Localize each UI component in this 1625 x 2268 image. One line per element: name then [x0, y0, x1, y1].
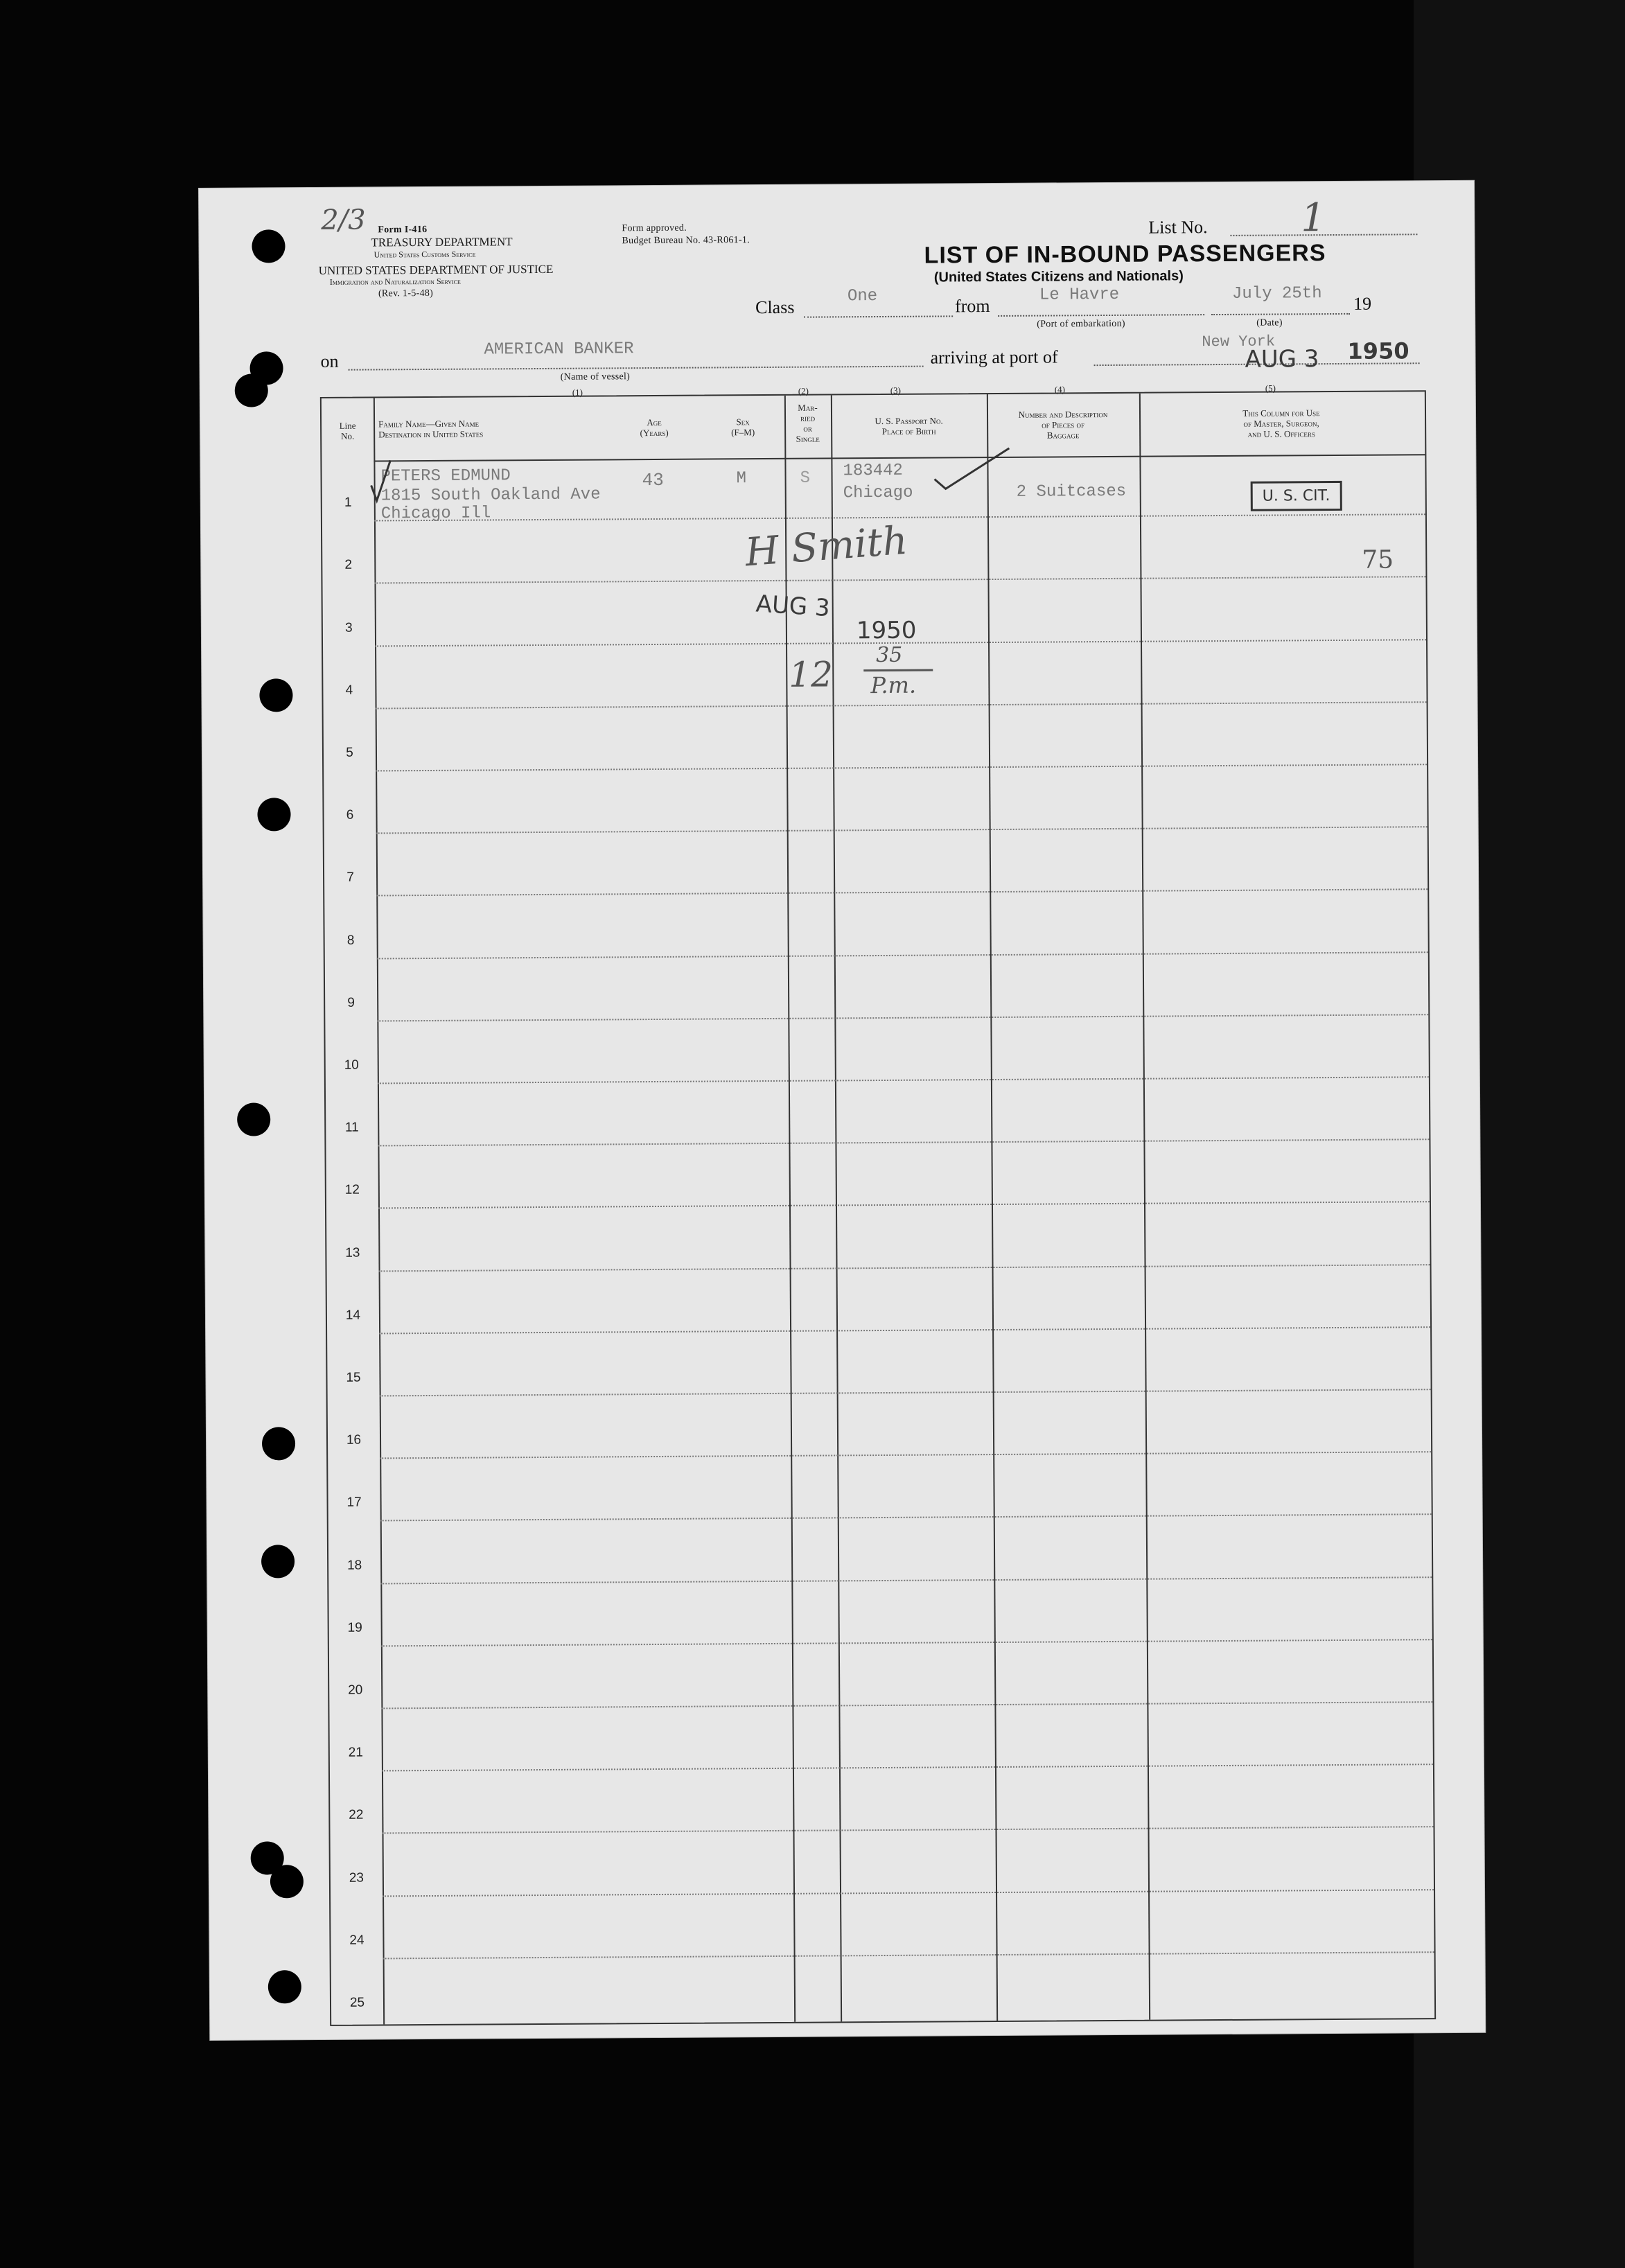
col-divider [1139, 394, 1150, 2020]
header-text: This Column for Use [1242, 407, 1320, 419]
vessel-caption: (Name of vessel) [560, 371, 631, 383]
arriving-label: arriving at port of [930, 346, 1058, 368]
us-citizen-stamp: U. S. CIT. [1251, 481, 1342, 511]
table-row [377, 1014, 1428, 1021]
table-row [383, 1951, 1434, 1959]
inspection-time-period: P.m. [870, 671, 917, 699]
punch-hole [270, 1865, 304, 1898]
from-line [998, 314, 1204, 317]
line-number: 23 [349, 1870, 364, 1885]
inspection-time-hour: 12 [789, 654, 834, 695]
table-row [378, 1139, 1429, 1146]
line-number: 5 [346, 745, 353, 760]
line-number: 2 [344, 558, 353, 573]
table-row [382, 1827, 1433, 1834]
class-value: One [847, 287, 878, 306]
vessel-value: AMERICAN BANKER [484, 340, 634, 360]
approved-line-1: Form approved. [622, 222, 687, 234]
passenger-address-1: 1815 South Oakland Ave [380, 485, 601, 506]
inspector-signature: H Smith [744, 518, 909, 576]
arrival-stamp-date: AUG 3 [1245, 345, 1319, 373]
passenger-sex: M [736, 469, 747, 489]
header-text: and U. S. Officers [1247, 428, 1315, 439]
table-row [376, 764, 1427, 771]
line-number: 24 [349, 1933, 364, 1948]
header-text: Age [647, 416, 662, 428]
from-label: from [954, 296, 990, 317]
header-text: or [803, 423, 812, 434]
passenger-address-2: Chicago Ill [380, 504, 491, 524]
dept-line-4: Immigration and Naturalization Service [329, 276, 461, 287]
line-number: 15 [346, 1370, 361, 1385]
line-number: 19 [347, 1620, 362, 1635]
date-prefix: 19 [1353, 293, 1372, 314]
table-row [380, 1451, 1431, 1459]
line-number: 18 [346, 1558, 362, 1573]
header-passport [831, 415, 987, 437]
list-no-value: 1 [1301, 195, 1326, 241]
dept-line-3: UNITED STATES DEPARTMENT OF JUSTICE [318, 262, 554, 277]
header-text: Destination in United States [378, 428, 484, 440]
line-number: 14 [345, 1308, 361, 1323]
list-no-label: List No. [1148, 217, 1208, 238]
header-rule [374, 454, 1425, 461]
class-label: Class [755, 297, 795, 318]
table-row [376, 889, 1428, 897]
header-text: Single [796, 433, 820, 444]
col-num-1: (1) [572, 387, 583, 398]
header-text: (F–M) [731, 427, 755, 438]
punch-hole [257, 798, 290, 831]
passenger-baggage: 2 Suitcases [1016, 482, 1127, 502]
header-age [626, 417, 682, 438]
header-text: Place of Birth [881, 425, 936, 437]
dept-line-2: United States Customs Service [374, 249, 476, 260]
table-row [376, 826, 1428, 834]
punch-hole [235, 373, 268, 407]
passenger-list-sheet [199, 181, 1485, 2040]
table-row [381, 1701, 1432, 1709]
table-row [380, 1576, 1432, 1584]
table-row [379, 1326, 1430, 1334]
officer-note: 75 [1362, 545, 1394, 574]
table-row [381, 1639, 1432, 1646]
table-row [378, 1076, 1429, 1084]
revision: (Rev. 1-5-48) [378, 288, 434, 299]
passenger-table [320, 390, 1436, 2026]
inspection-stamp-date: AUG 3 [755, 590, 831, 623]
punch-hole [259, 678, 292, 712]
inspection-time-minutes: 35 [876, 642, 903, 668]
checkmark-icon [931, 444, 1014, 493]
line-number: 25 [349, 1995, 365, 2010]
col-divider [784, 396, 796, 2022]
table-row [380, 1514, 1432, 1522]
line-number: 3 [345, 620, 353, 635]
passenger-age: 43 [642, 469, 664, 491]
header-married [784, 402, 831, 443]
table-row [382, 1764, 1433, 1771]
date-caption: (Date) [1256, 317, 1283, 328]
date-line [1211, 313, 1350, 315]
header-text: of Master, Surgeon, [1243, 418, 1319, 429]
header-text: ried [800, 412, 816, 423]
col-divider [831, 395, 842, 2021]
col-num-2: (2) [798, 385, 809, 396]
header-text: Sex [736, 416, 750, 428]
line-number: 1 [344, 495, 352, 510]
header-text: No. [341, 430, 355, 441]
header-name [378, 418, 586, 440]
punch-hole [262, 1427, 295, 1460]
arrival-stamp-year: 1950 [1347, 337, 1409, 364]
form-number: Form I-416 [378, 224, 428, 236]
header-officers [1139, 407, 1423, 440]
header-text: Baggage [1046, 430, 1080, 441]
header-line-no [322, 420, 374, 441]
header-text: U. S. Passport No. [875, 415, 943, 427]
col-divider [987, 394, 998, 2021]
passenger-name: PETERS EDMUND [380, 466, 511, 486]
punch-hole [237, 1102, 270, 1136]
line-number: 13 [345, 1245, 360, 1260]
passenger-marital: S [800, 468, 811, 488]
header-text: of Pieces of [1042, 419, 1085, 430]
table-row [383, 1889, 1434, 1897]
header-text: Number and Description [1018, 408, 1108, 420]
table-row [376, 701, 1427, 709]
arrival-port: New York [1202, 333, 1276, 351]
table-row [380, 1389, 1431, 1396]
line-number: 9 [347, 995, 355, 1010]
approved-line-2: Budget Bureau No. 43-R061-1. [622, 235, 750, 247]
line-number: 4 [345, 683, 353, 698]
col-num-3: (3) [890, 385, 902, 396]
line-number: 8 [346, 933, 355, 948]
col-divider [374, 398, 385, 2024]
punch-hole [252, 229, 285, 263]
passenger-passport: 183442 [843, 461, 904, 481]
line-number: 17 [346, 1495, 362, 1511]
checkmark-icon [367, 457, 394, 506]
line-number: 7 [346, 870, 354, 886]
inspection-stamp-year: 1950 [856, 616, 917, 645]
port-caption: (Port of embarkation) [1037, 318, 1125, 330]
line-number: 12 [344, 1183, 360, 1198]
line-number: 10 [344, 1057, 359, 1073]
header-text: (Years) [640, 427, 669, 439]
form-subtitle: (United States Citizens and Nationals) [933, 268, 1184, 285]
header-text: Line [339, 420, 356, 431]
class-line [804, 315, 953, 317]
line-number: 22 [349, 1807, 364, 1823]
passenger-birthplace: Chicago [843, 483, 913, 503]
table-row [378, 1202, 1430, 1209]
form-title: LIST OF IN-BOUND PASSENGERS [924, 240, 1326, 269]
table-row [374, 577, 1425, 584]
header-text: Family Name—Given Name [378, 418, 480, 430]
dept-line-1: TREASURY DEPARTMENT [371, 235, 513, 249]
corner-note: 2/3 [321, 204, 366, 236]
vessel-line [349, 366, 924, 371]
from-value: Le Havre [1039, 285, 1120, 305]
header-text: Mar- [798, 402, 818, 413]
header-baggage [987, 409, 1139, 441]
table-row [377, 951, 1428, 959]
line-number: 20 [348, 1682, 363, 1698]
line-number: 11 [344, 1120, 359, 1135]
line-number: 6 [346, 807, 354, 823]
punch-hole [261, 1545, 295, 1578]
time-fraction-bar [863, 669, 933, 672]
table-row [379, 1264, 1430, 1272]
header-sex [715, 416, 771, 437]
on-label: on [320, 351, 339, 371]
line-number: 21 [348, 1745, 363, 1760]
punch-hole [268, 1970, 301, 2003]
date-value: July 25th [1231, 284, 1322, 304]
line-number: 16 [346, 1432, 362, 1448]
col-num-4: (4) [1054, 384, 1066, 395]
col-num-5: (5) [1265, 383, 1276, 394]
